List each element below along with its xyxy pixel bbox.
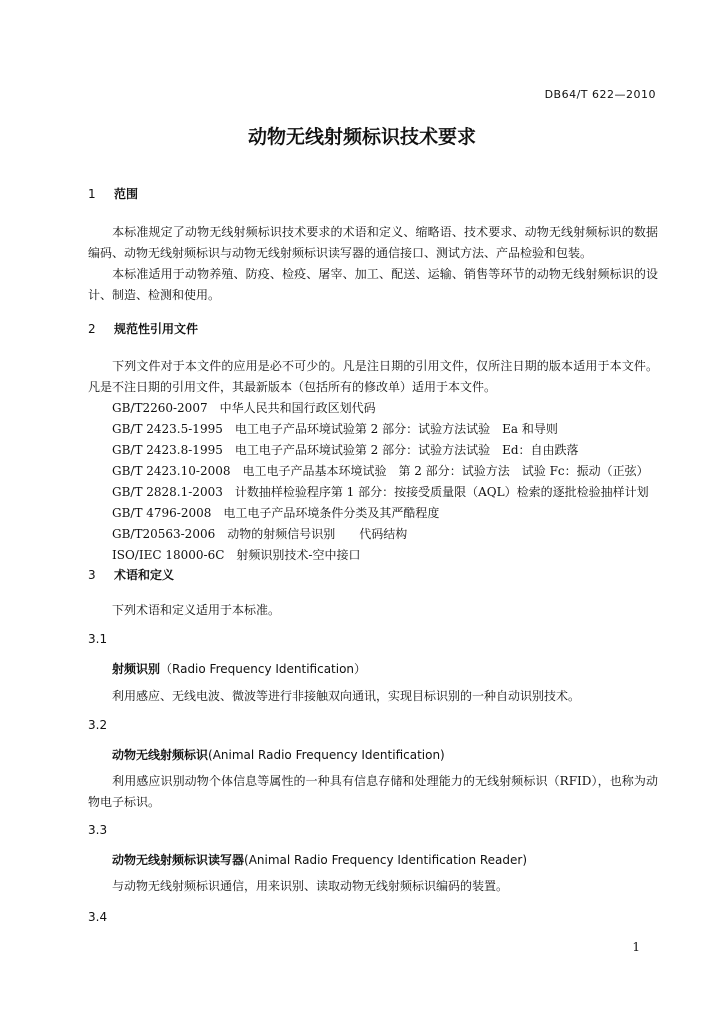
page-number: 1 (632, 940, 640, 954)
section-3-number: 3 (88, 568, 96, 582)
clause-number: 3.1 (88, 632, 108, 646)
section-2-heading (88, 320, 198, 337)
section-1-paragraph-1 (88, 222, 658, 264)
reference-item: GB/T2260-2007 中华人民共和国行政区划代码 (112, 401, 376, 415)
section-2-number: 2 (88, 322, 96, 336)
term-english: (Animal Radio Frequency Identification Reader) (244, 853, 528, 867)
document-title: 动物无线射频标识技术要求 (247, 126, 476, 148)
term-definition-text: 利用感应、无线电波、微波等进行非接触双向通讯，实现目标识别的一种自动识别技术。 (112, 689, 581, 703)
clause-number: 3.2 (88, 718, 108, 732)
section-3-title: 术语和定义 (114, 568, 175, 582)
term-definition-text: 利用感应识别动物个体信息等属性的一种具有信息存储和处理能力的无线射频标识（RFID），也称为动物电子标识。 (88, 774, 658, 809)
term-definition-text: 与动物无线射频标识通信，用来识别、读取动物无线射频标识编码的装置。 (112, 879, 509, 893)
clause-number: 3.3 (88, 823, 108, 837)
section-3-heading (88, 566, 174, 583)
section-2-title: 规范性引用文件 (114, 322, 199, 336)
term-name: 动物无线射频标识读写器 (112, 853, 245, 867)
section-2-intro-text: 下列文件对于本文件的应用是必不可少的。凡是注日期的引用文件，仅所注日期的版本适用于本文件。凡是不注日期的引用文件，其最新版本（包括所有的修改单）适用于本文件。 (88, 359, 658, 394)
section-1-paragraph-2-text: 本标准适用于动物养殖、防疫、检疫、屠宰、加工、配送、运输、销售等环节的动物无线射频标识的设计、制造、检测和使用。 (88, 267, 658, 302)
section-2-intro (88, 356, 658, 398)
section-3-intro-text: 下列术语和定义适用于本标准。 (112, 603, 281, 617)
term-definition (88, 876, 658, 897)
clause-number: 3.4 (88, 910, 108, 924)
section-1-number: 1 (88, 187, 96, 201)
term-definition (88, 771, 658, 813)
section-1-title: 范围 (114, 187, 139, 201)
reference-item: GB/T 4796-2008 电工电子产品环境条件分类及其严酷程度 (112, 506, 440, 520)
reference-item: GB/T20563-2006 动物的射频信号识别 代码结构 (112, 527, 408, 541)
reference-item: GB/T 2423.10-2008 电工电子产品基本环境试验 第 2 部分：试验方法 试验 Fc：振动（正弦） (112, 464, 649, 478)
term-name: 动物无线射频标识 (112, 748, 209, 762)
term-heading (112, 851, 527, 868)
reference-item: GB/T 2423.5-1995 电工电子产品环境试验第 2 部分：试验方法试验 Ea 和导则 (112, 422, 558, 436)
term-english: （Radio Frequency Identification） (160, 662, 367, 676)
section-1-paragraph-1-text: 本标准规定了动物无线射频标识技术要求的术语和定义、缩略语、技术要求、动物无线射频标识的数据编码、动物无线射频标识与动物无线射频标识读写器的通信接口、测试方法、产品检验和包装。 (88, 225, 658, 260)
section-1-paragraph-2 (88, 264, 658, 306)
section-1-heading (88, 185, 138, 202)
standard-code: DB64/T 622—2010 (544, 88, 656, 101)
term-english: (Animal Radio Frequency Identification) (208, 748, 445, 762)
reference-item: GB/T 2828.1-2003 计数抽样检验程序第 1 部分：按接受质量限（AQL）检索的逐批检验抽样计划 (112, 485, 649, 499)
term-heading (112, 660, 366, 677)
term-heading (112, 746, 445, 763)
reference-item: GB/T 2423.8-1995 电工电子产品环境试验第 2 部分：试验方法试验 Ed：自由跌落 (112, 443, 579, 457)
term-name: 射频识别 (112, 662, 161, 676)
section-3-intro (88, 600, 658, 621)
reference-item: ISO/IEC 18000-6C 射频识别技术-空中接口 (112, 548, 361, 562)
term-definition (88, 686, 658, 707)
